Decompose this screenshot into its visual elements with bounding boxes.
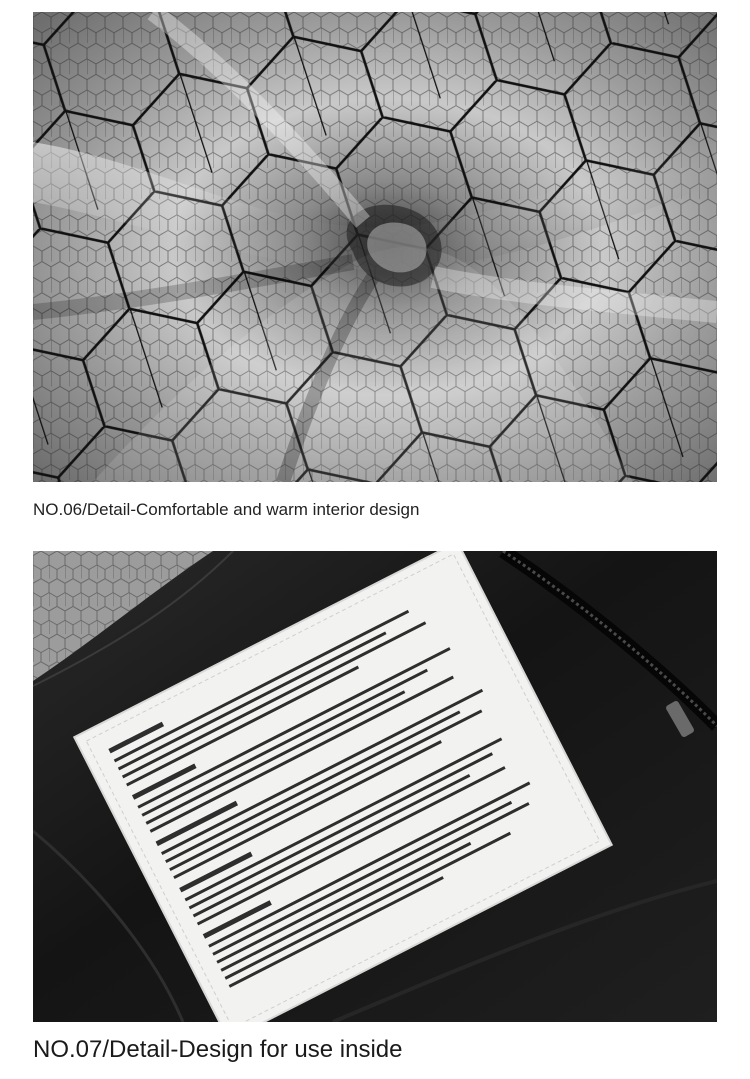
fabric-detail-photo: [33, 12, 717, 482]
caption-fabric-detail: NO.06/Detail-Comfortable and warm interior design: [33, 500, 420, 519]
care-label-photo: [33, 551, 717, 1022]
caption-inside-use-detail: NO.07/Detail-Design for use inside: [33, 1036, 403, 1063]
